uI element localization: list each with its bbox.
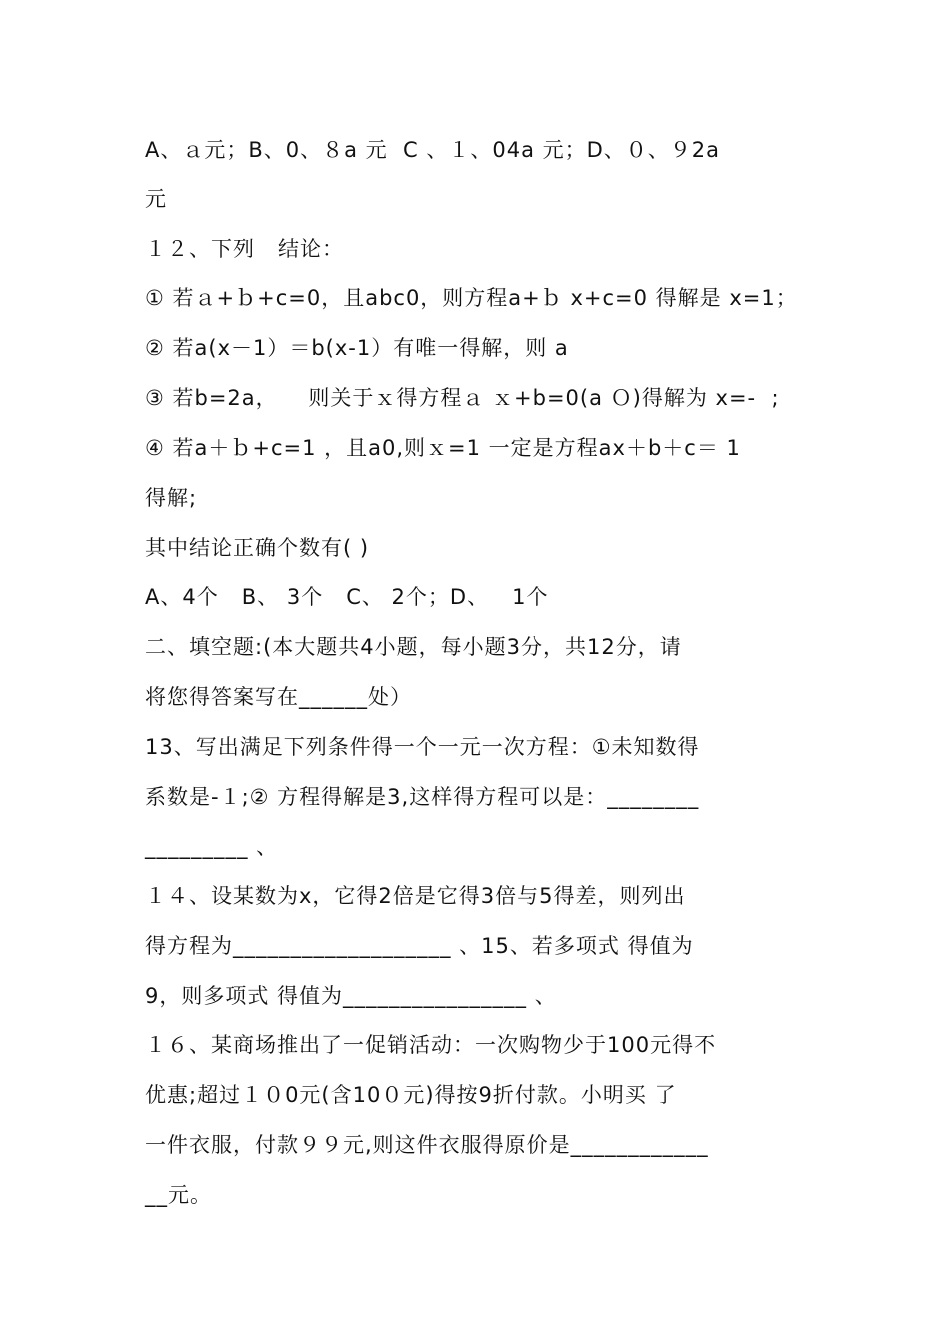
text-line: A、ａ元；B、0、８a 元 C 、１、04a 元；D、０、９2a xyxy=(145,138,721,162)
text-line: 系数是-１;② 方程得解是3,这样得方程可以是：________ xyxy=(145,785,700,809)
text-line: 一件衣服，付款９９元,则这件衣服得原价是____________ xyxy=(145,1133,709,1157)
text-line: 得方程为___________________ 、15、若多项式 得值为 xyxy=(145,934,694,958)
text-line: 优惠;超过１０0元(含10０元)得按9折付款。小明买 了 xyxy=(145,1083,677,1107)
text-line: ① 若ａ+ｂ+c=0，且abc0，则方程a+ｂ x+c=0 得解是 x=1； xyxy=(145,286,798,310)
text-line: __元。 xyxy=(145,1183,212,1207)
text-line: 得解; xyxy=(145,486,198,510)
text-line: _________ 、 xyxy=(145,835,279,859)
text-line: 13、写出满足下列条件得一个一元一次方程：①未知数得 xyxy=(145,735,700,759)
text-line: 将您得答案写在______处） xyxy=(145,685,412,709)
text-line: 元 xyxy=(145,187,167,211)
text-line: １２、下列 结论： xyxy=(145,237,345,261)
text-line: 其中结论正确个数有( ) xyxy=(145,536,370,560)
text-line: １４、设某数为x，它得2倍是它得3倍与5得差，则列出 xyxy=(145,884,686,908)
text-line: 9，则多项式 得值为________________ 、 xyxy=(145,984,557,1008)
text-line: ③ 若b=2a， 则关于ｘ得方程ａ ｘ+b=0(a Ｏ)得解为 x=- ; xyxy=(145,386,780,410)
text-line: A、4个 B、 3个 C、 2个；D、 1个 xyxy=(145,585,549,609)
text-line: １６、某商场推出了一促销活动：一次购物少于100元得不 xyxy=(145,1033,717,1057)
text-line: ② 若a(x－1）＝b(x-1）有唯一得解，则 a xyxy=(145,336,569,360)
text-line: ④ 若a＋ｂ+c=1 ，且a0,则ｘ=1 一定是方程ax＋b＋c＝ 1 xyxy=(145,436,741,460)
text-line: 二、填空题:(本大题共4小题，每小题3分，共12分，请 xyxy=(145,635,682,659)
